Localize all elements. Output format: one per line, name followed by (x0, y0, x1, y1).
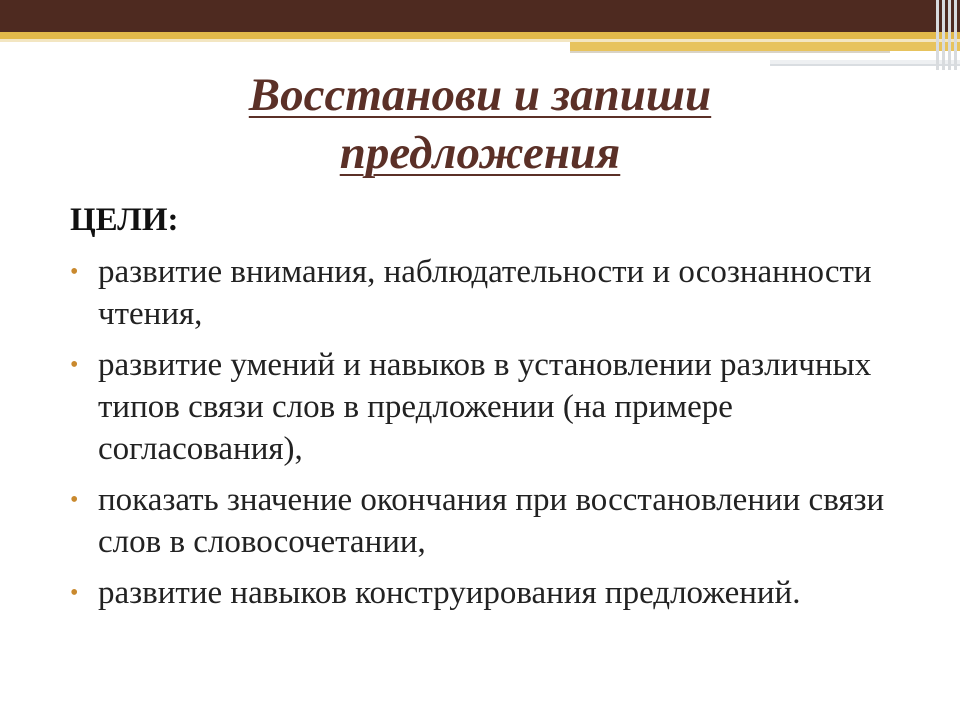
bullet-icon: • (70, 580, 79, 606)
corner-bar (954, 0, 957, 70)
accent-stripe-right (570, 42, 960, 51)
list-item-text: развитие навыков конструирования предложений. (98, 575, 801, 611)
list-item (70, 479, 940, 563)
slide-title (100, 66, 860, 182)
list-item-text: развитие умений и навыков в установлении различных типов связи слов в предложении (на примере согласования), (98, 347, 872, 467)
bullet-icon: • (70, 259, 79, 285)
corner-decoration (934, 0, 960, 70)
slide-title-line: предложения (339, 127, 621, 179)
accent-line-right (570, 51, 890, 53)
corner-bar (942, 0, 945, 70)
bullet-icon: • (70, 487, 79, 513)
list-item-text: показать значение окончания при восстановлении связи слов в словосочетании, (98, 482, 885, 560)
corner-bar (936, 0, 939, 70)
list-item (70, 251, 940, 335)
slide-title-line: Восстанови и запиши (248, 69, 712, 121)
list-item (70, 572, 940, 614)
accent-stripe (0, 32, 960, 39)
bullet-icon: • (70, 352, 79, 378)
goals-heading: ЦЕЛИ: (70, 202, 179, 238)
list-item (70, 344, 940, 470)
list-item-text: развитие внимания, наблюдательности и осознанности чтения, (98, 254, 872, 332)
header-bar (0, 0, 960, 32)
corner-bar (948, 0, 951, 70)
goals-list (70, 251, 940, 623)
